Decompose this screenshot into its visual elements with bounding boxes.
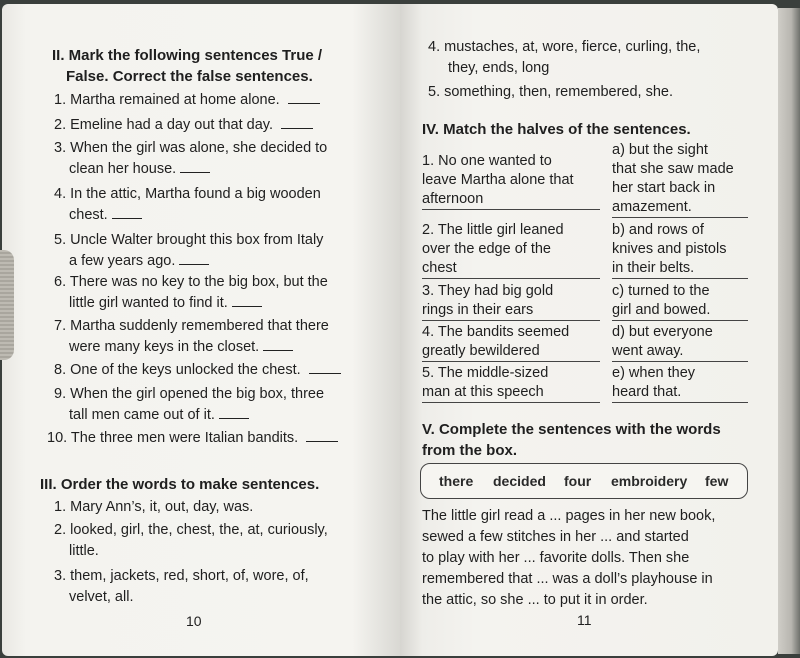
match-right-b xyxy=(612,221,748,279)
tf-item-7-line1: 7. Martha suddenly remembered that there xyxy=(54,318,329,334)
match-right-e xyxy=(612,364,748,403)
section-5-heading-line1: V. Complete the sentences with the words xyxy=(422,421,721,438)
word-box-item: few xyxy=(705,473,729,489)
tf-item-4 xyxy=(54,184,321,226)
match-right-c-line2: girl and bowed. xyxy=(612,302,711,318)
match-right-a-line1: a) but the sight xyxy=(612,142,708,158)
tf-item-10 xyxy=(47,428,338,449)
match-right-b-line1: b) and rows of xyxy=(612,222,704,238)
match-right-b-line2: knives and pistols xyxy=(612,241,727,257)
answer-blank[interactable] xyxy=(306,428,338,442)
answer-blank[interactable] xyxy=(263,337,293,351)
match-right-a xyxy=(612,141,748,218)
order-item-3-line2: velvet, all. xyxy=(69,589,134,605)
order-item-2 xyxy=(54,520,328,562)
match-right-e-line2: heard that. xyxy=(612,384,682,400)
match-left-3 xyxy=(422,282,600,321)
section-2-heading xyxy=(52,45,382,87)
tf-item-9 xyxy=(54,384,324,426)
section-2-heading-line1: II. Mark the following sentences True / xyxy=(52,47,323,64)
paragraph-line-1: The little girl read a ... pages in her new book, xyxy=(422,508,716,524)
match-left-4-line2: greatly bewildered xyxy=(422,343,540,359)
tf-item-8 xyxy=(54,360,341,381)
tf-item-9-line2: tall men came out of it. xyxy=(69,407,215,423)
match-left-3-line2: rings in their ears xyxy=(422,302,534,318)
tf-item-3-line1: 3. When the girl was alone, she decided to xyxy=(54,140,328,156)
order-item-2-line2: little. xyxy=(69,543,99,559)
tf-item-4-line1: 4. In the attic, Martha found a big wooden xyxy=(54,186,321,202)
match-left-4 xyxy=(422,323,600,362)
order-item-4 xyxy=(428,37,700,79)
order-item-3-line1: 3. them, jackets, red, short, of, wore, of, xyxy=(54,568,309,584)
word-box-item: decided xyxy=(493,473,546,489)
match-left-2-line2: over the edge of the xyxy=(422,241,551,257)
tf-item-5-line2: a few years ago. xyxy=(69,253,176,269)
match-left-3-line1: 3. They had big gold xyxy=(422,283,554,299)
match-left-2-line3: chest xyxy=(422,260,457,276)
answer-blank[interactable] xyxy=(281,115,313,129)
tf-item-10-text: 10. The three men were Italian bandits. xyxy=(47,430,299,446)
page-number-left: 10 xyxy=(186,613,202,629)
match-left-5-line1: 5. The middle-sized xyxy=(422,365,549,381)
tf-item-7-line2: were many keys in the closet. xyxy=(69,339,260,355)
answer-blank[interactable] xyxy=(219,405,249,419)
tf-item-8-text: 8. One of the keys unlocked the chest. xyxy=(54,362,301,378)
word-box-item: four xyxy=(564,473,592,489)
tf-item-6-line2: little girl wanted to find it. xyxy=(69,295,228,311)
section-3-heading: III. Order the words to make sentences. xyxy=(40,476,320,493)
answer-blank[interactable] xyxy=(179,251,209,265)
answer-blank[interactable] xyxy=(309,360,341,374)
match-left-5-line2: man at this speech xyxy=(422,384,544,400)
section-4-heading: IV. Match the halves of the sentences. xyxy=(422,121,691,138)
section-5-heading-line2: from the box. xyxy=(422,442,518,459)
tf-item-3-line2: clean her house. xyxy=(69,161,177,177)
tf-item-7 xyxy=(54,316,329,358)
match-left-5 xyxy=(422,364,600,403)
tf-item-6 xyxy=(54,272,328,314)
match-left-2 xyxy=(422,221,600,279)
order-item-1 xyxy=(54,497,253,518)
tf-item-1-text: 1. Martha remained at home alone. xyxy=(54,92,280,108)
word-box xyxy=(420,463,748,499)
match-left-1 xyxy=(422,152,600,210)
match-right-b-line3: in their belts. xyxy=(612,260,695,276)
order-item-2-line1: 2. looked, girl, the, chest, the, at, curiously, xyxy=(54,522,328,538)
word-box-item: embroidery xyxy=(611,473,688,489)
answer-blank[interactable] xyxy=(232,293,262,307)
match-right-a-line3: her start back in xyxy=(612,180,716,196)
section-5-heading xyxy=(422,419,762,461)
order-item-4-line2: they, ends, long xyxy=(448,60,550,76)
match-right-e-line1: e) when they xyxy=(612,365,696,381)
order-item-1-text: 1. Mary Ann’s, it, out, day, was. xyxy=(54,499,254,515)
section-2-heading-line2: False. Correct the false sentences. xyxy=(66,68,313,85)
order-item-4-line1: 4. mustaches, at, wore, fierce, curling, the, xyxy=(428,39,701,55)
match-right-d-line2: went away. xyxy=(612,343,684,359)
tf-item-3 xyxy=(54,138,327,180)
page-edge xyxy=(778,8,800,654)
tf-item-5 xyxy=(54,230,323,272)
paragraph-line-5: the attic, so she ... to put it in order. xyxy=(422,592,648,608)
bookmark-ribbon xyxy=(0,250,14,360)
match-right-d xyxy=(612,323,748,362)
tf-item-2 xyxy=(54,115,313,136)
match-left-1-line3: afternoon xyxy=(422,191,484,207)
paragraph-line-3: to play with her ... favorite dolls. Then she xyxy=(422,550,690,566)
match-left-4-line1: 4. The bandits seemed xyxy=(422,324,570,340)
tf-item-4-line2: chest. xyxy=(69,207,108,223)
match-left-1-line1: 1. No one wanted to xyxy=(422,153,552,169)
match-right-c-line1: c) turned to the xyxy=(612,283,710,299)
match-right-d-line1: d) but everyone xyxy=(612,324,713,340)
match-right-a-line4: amazement. xyxy=(612,199,692,215)
tf-item-9-line1: 9. When the girl opened the big box, three xyxy=(54,386,325,402)
match-right-a-line2: that she saw made xyxy=(612,161,734,177)
tf-item-1 xyxy=(54,90,320,111)
paragraph-line-4: remembered that ... was a doll’s playhouse in xyxy=(422,571,713,587)
answer-blank[interactable] xyxy=(112,205,142,219)
tf-item-5-line1: 5. Uncle Walter brought this box from Italy xyxy=(54,232,324,248)
answer-blank[interactable] xyxy=(180,159,210,173)
page-number-right: 11 xyxy=(577,612,592,628)
tf-item-2-text: 2. Emeline had a day out that day. xyxy=(54,117,273,133)
answer-blank[interactable] xyxy=(288,90,320,104)
paragraph-line-2: sewed a few stitches in her ... and started xyxy=(422,529,689,545)
order-item-5 xyxy=(428,82,673,103)
completion-paragraph xyxy=(422,506,752,611)
match-left-2-line1: 2. The little girl leaned xyxy=(422,222,564,238)
order-item-5-text: 5. something, then, remembered, she. xyxy=(428,84,674,100)
order-item-3 xyxy=(54,566,309,608)
word-box-item: there xyxy=(439,473,474,489)
match-right-c xyxy=(612,282,748,321)
match-left-1-line2: leave Martha alone that xyxy=(422,172,574,188)
tf-item-6-line1: 6. There was no key to the big box, but the xyxy=(54,274,328,290)
